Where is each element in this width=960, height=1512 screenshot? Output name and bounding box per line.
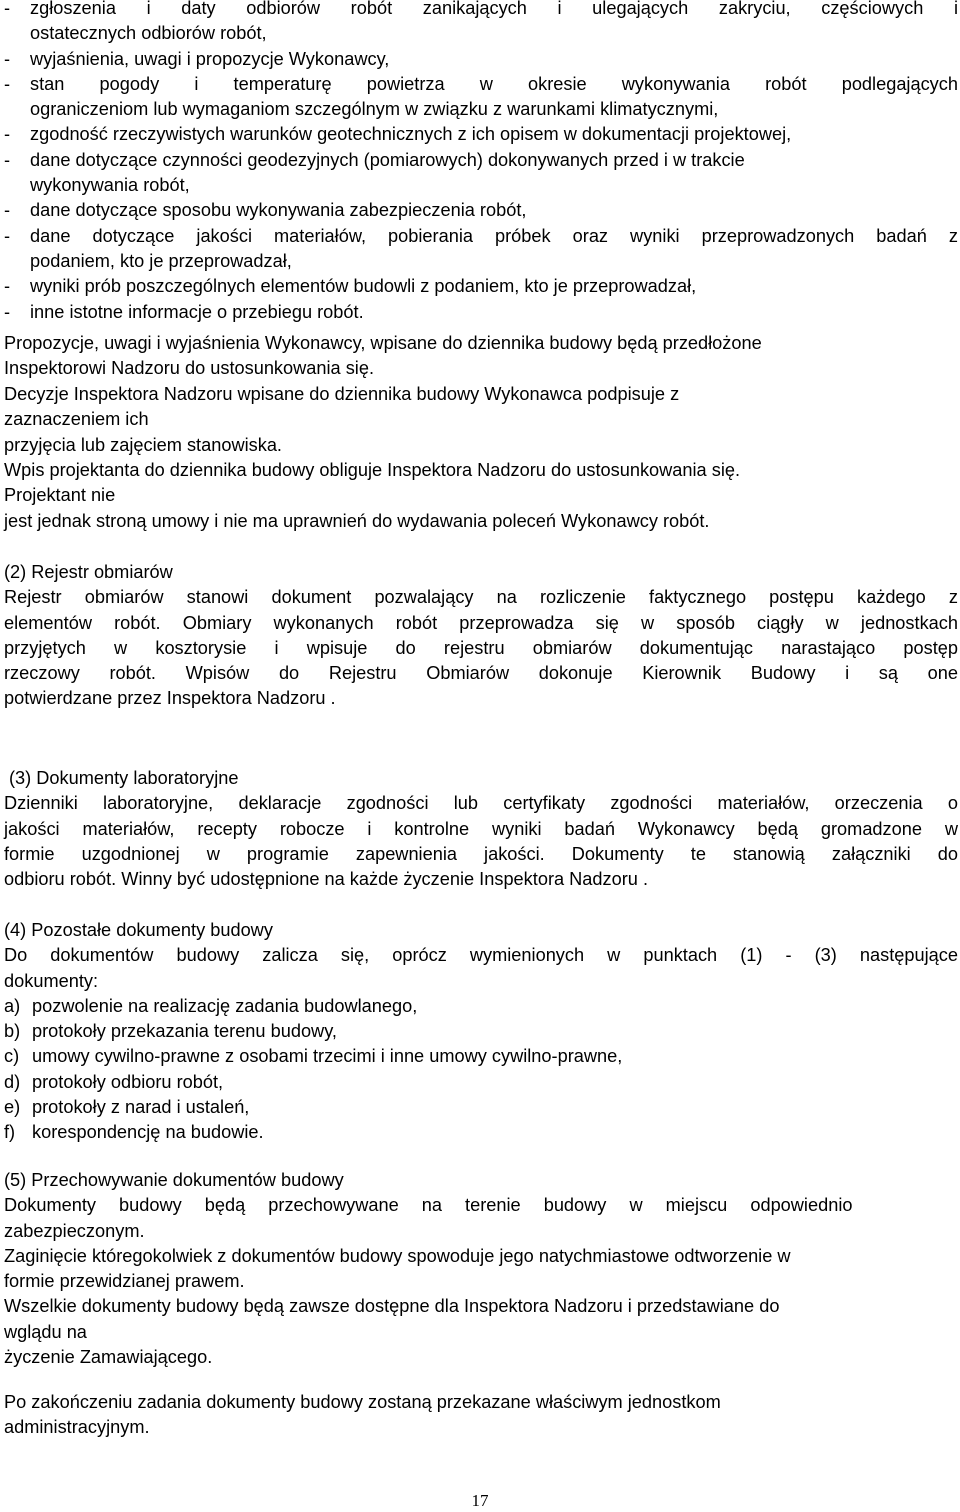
paragraph-line: Dokumenty budowy będą przechowywane na terenie budowy w miejscu odpowiednio bbox=[4, 1195, 853, 1216]
paragraph-line: elementów robót. Obmiary wykonanych robót przeprowadza się w sposób ciągły w jednostkach bbox=[4, 612, 958, 633]
paragraph-line: Inspektorowi Nadzoru do ustosunkowania się. bbox=[4, 358, 375, 379]
list-marker: - bbox=[4, 301, 11, 322]
section-heading: (3) Dokumenty laboratoryjne bbox=[9, 768, 239, 788]
list-marker: - bbox=[4, 276, 11, 297]
list-marker: - bbox=[4, 124, 11, 145]
list-item bbox=[4, 1095, 958, 1120]
diary-entries-list bbox=[4, 0, 958, 325]
section-measurement-register bbox=[4, 560, 958, 712]
paragraph-line: Rejestr obmiarów stanowi dokument pozwalający na rozliczenie faktycznego postępu każdego z bbox=[4, 587, 958, 608]
paragraph-line: Propozycje, uwagi i wyjaśnienia Wykonawcy, wpisane do dziennika budowy będą przedłożone bbox=[4, 333, 762, 353]
list-marker: - bbox=[4, 48, 11, 69]
list-marker: a) bbox=[4, 995, 21, 1016]
list-marker: - bbox=[4, 225, 11, 246]
list-marker: - bbox=[4, 73, 11, 94]
list-item-line: podaniem, kto je przeprowadzał, bbox=[30, 250, 292, 271]
list-item bbox=[4, 994, 958, 1019]
page-number: 17 bbox=[471, 1491, 489, 1510]
list-item bbox=[4, 47, 958, 72]
paragraph-line: zaznaczeniem ich bbox=[4, 409, 149, 430]
list-marker: e) bbox=[4, 1097, 21, 1118]
section-laboratory-documents bbox=[4, 766, 958, 892]
paragraph-line: zabezpieczonym. bbox=[4, 1220, 145, 1241]
list-item bbox=[4, 274, 958, 299]
list-marker: b) bbox=[4, 1021, 21, 1042]
list-item-line: dane dotyczące sposobu wykonywania zabezpieczenia robót, bbox=[30, 200, 527, 221]
section-heading: (2) Rejestr obmiarów bbox=[4, 562, 173, 582]
paragraph-line: Projektant nie bbox=[4, 485, 116, 506]
paragraph-line: formie uzgodnionej w programie zapewnienia jakości. Dokumenty te stanowią załączniki do bbox=[4, 843, 958, 864]
list-item-text: pozwolenie na realizację zadania budowlanego, bbox=[32, 995, 418, 1016]
closing-paragraph bbox=[4, 1390, 958, 1441]
paragraph-line: Wpis projektanta do dziennika budowy obliguje Inspektora Nadzoru do ustosunkowania się. bbox=[4, 460, 741, 480]
list-item bbox=[4, 1044, 958, 1069]
paragraph-line: dokumenty: bbox=[4, 970, 99, 991]
paragraph-line: Zaginięcie któregokolwiek z dokumentów budowy spowoduje jego natychmiastowe odtworzenie w bbox=[4, 1245, 791, 1266]
list-item bbox=[4, 224, 958, 275]
list-item-line: ograniczeniom lub wymaganiom szczególnym w związku z warunkami klimatycznymi, bbox=[30, 99, 719, 120]
list-item bbox=[4, 72, 958, 123]
list-item-line: stan pogody i temperaturę powietrza w okresie wykonywania robót podlegających bbox=[30, 73, 958, 94]
list-marker: c) bbox=[4, 1046, 20, 1067]
list-item bbox=[4, 1019, 958, 1044]
list-item bbox=[4, 148, 958, 199]
paragraph-line: Decyzje Inspektora Nadzoru wpisane do dziennika budowy Wykonawca podpisuje z bbox=[4, 384, 680, 404]
list-marker: - bbox=[4, 149, 11, 170]
paragraph-line: formie przewidzianej prawem. bbox=[4, 1271, 245, 1292]
list-item-line: inne istotne informacje o przebiegu robót. bbox=[30, 301, 364, 322]
paragraph-line: jest jednak stroną umowy i nie ma uprawnień do wydawania poleceń Wykonawcy robót. bbox=[4, 510, 710, 531]
list-item-text: protokoły z narad i ustaleń, bbox=[32, 1097, 250, 1118]
list-item-line: ostatecznych odbiorów robót, bbox=[30, 23, 267, 44]
decisions-paragraph bbox=[4, 382, 958, 458]
list-item-text: protokoły przekazania terenu budowy, bbox=[32, 1021, 337, 1042]
list-marker: d) bbox=[4, 1071, 21, 1092]
list-marker: - bbox=[4, 200, 11, 221]
list-item-text: umowy cywilno-prawne z osobami trzecimi i inne umowy cywilno-prawne, bbox=[32, 1046, 623, 1067]
paragraph-line: wglądu na bbox=[4, 1321, 87, 1342]
paragraph-line: Dzienniki laboratoryjne, deklaracje zgodności lub certyfikaty zgodności materiałów, orzeczenia o bbox=[4, 793, 958, 814]
paragraph-line: Po zakończeniu zadania dokumenty budowy zostaną przekazane właściwym jednostkom bbox=[4, 1392, 721, 1412]
designer-paragraph bbox=[4, 458, 958, 534]
list-item-text: protokoły odbioru robót, bbox=[32, 1071, 224, 1092]
list-item-text: korespondencję na budowie. bbox=[32, 1122, 264, 1143]
list-marker: f) bbox=[4, 1122, 16, 1143]
list-item bbox=[4, 1070, 958, 1095]
list-item bbox=[4, 300, 958, 325]
list-item-line: dane dotyczące jakości materiałów, pobierania próbek oraz wyniki przeprowadzonych badań z bbox=[30, 225, 958, 246]
list-item bbox=[4, 0, 958, 47]
paragraph-line: życzenie Zamawiającego. bbox=[4, 1347, 213, 1368]
list-item-line: wyjaśnienia, uwagi i propozycje Wykonawcy, bbox=[30, 48, 390, 69]
paragraph-line: Do dokumentów budowy zalicza się, oprócz wymienionych w punktach (1) - (3) następujące bbox=[4, 945, 958, 966]
list-item-line: dane dotyczące czynności geodezyjnych (pomiarowych) dokonywanych przed i w trakcie bbox=[30, 149, 745, 170]
list-item-line: zgodność rzeczywistych warunków geotechnicznych z ich opisem w dokumentacji projektowej, bbox=[30, 124, 792, 145]
section-document-storage bbox=[4, 1168, 958, 1370]
paragraph-line: odbioru robót. Winny być udostępnione na każde życzenie Inspektora Nadzoru . bbox=[4, 869, 649, 890]
list-item-line: wykonywania robót, bbox=[30, 175, 190, 196]
paragraph-line: rzeczowy robót. Wpisów do Rejestru Obmiarów dokonuje Kierownik Budowy i są one bbox=[4, 663, 958, 684]
paragraph-line: jakości materiałów, recepty robocze i kontrolne wyniki badań Wykonawcy będą gromadzone w bbox=[4, 818, 958, 839]
list-item-line: zgłoszenia i daty odbiorów robót zanikających i ulegających zakryciu, częściowych i bbox=[30, 0, 958, 18]
proposals-paragraph bbox=[4, 331, 958, 382]
section-heading: (4) Pozostałe dokumenty budowy bbox=[4, 920, 273, 940]
list-item bbox=[4, 1120, 958, 1145]
section-other-documents bbox=[4, 918, 958, 1146]
paragraph-line: potwierdzane przez Inspektora Nadzoru . bbox=[4, 688, 336, 709]
paragraph-line: przyjęcia lub zajęciem stanowiska. bbox=[4, 434, 282, 455]
paragraph-line: przyjętych w kosztorysie i wpisuje do rejestru obmiarów dokumentując narastająco postęp bbox=[4, 637, 958, 658]
list-item-line: wyniki prób poszczególnych elementów budowli z podaniem, kto je przeprowadzał, bbox=[30, 276, 697, 297]
paragraph-line: administracyjnym. bbox=[4, 1417, 150, 1438]
list-item bbox=[4, 122, 958, 147]
section-heading: (5) Przechowywanie dokumentów budowy bbox=[4, 1170, 344, 1190]
list-item bbox=[4, 198, 958, 223]
paragraph-line: Wszelkie dokumenty budowy będą zawsze dostępne dla Inspektora Nadzoru i przedstawiane do bbox=[4, 1296, 780, 1317]
list-marker: - bbox=[4, 0, 11, 18]
